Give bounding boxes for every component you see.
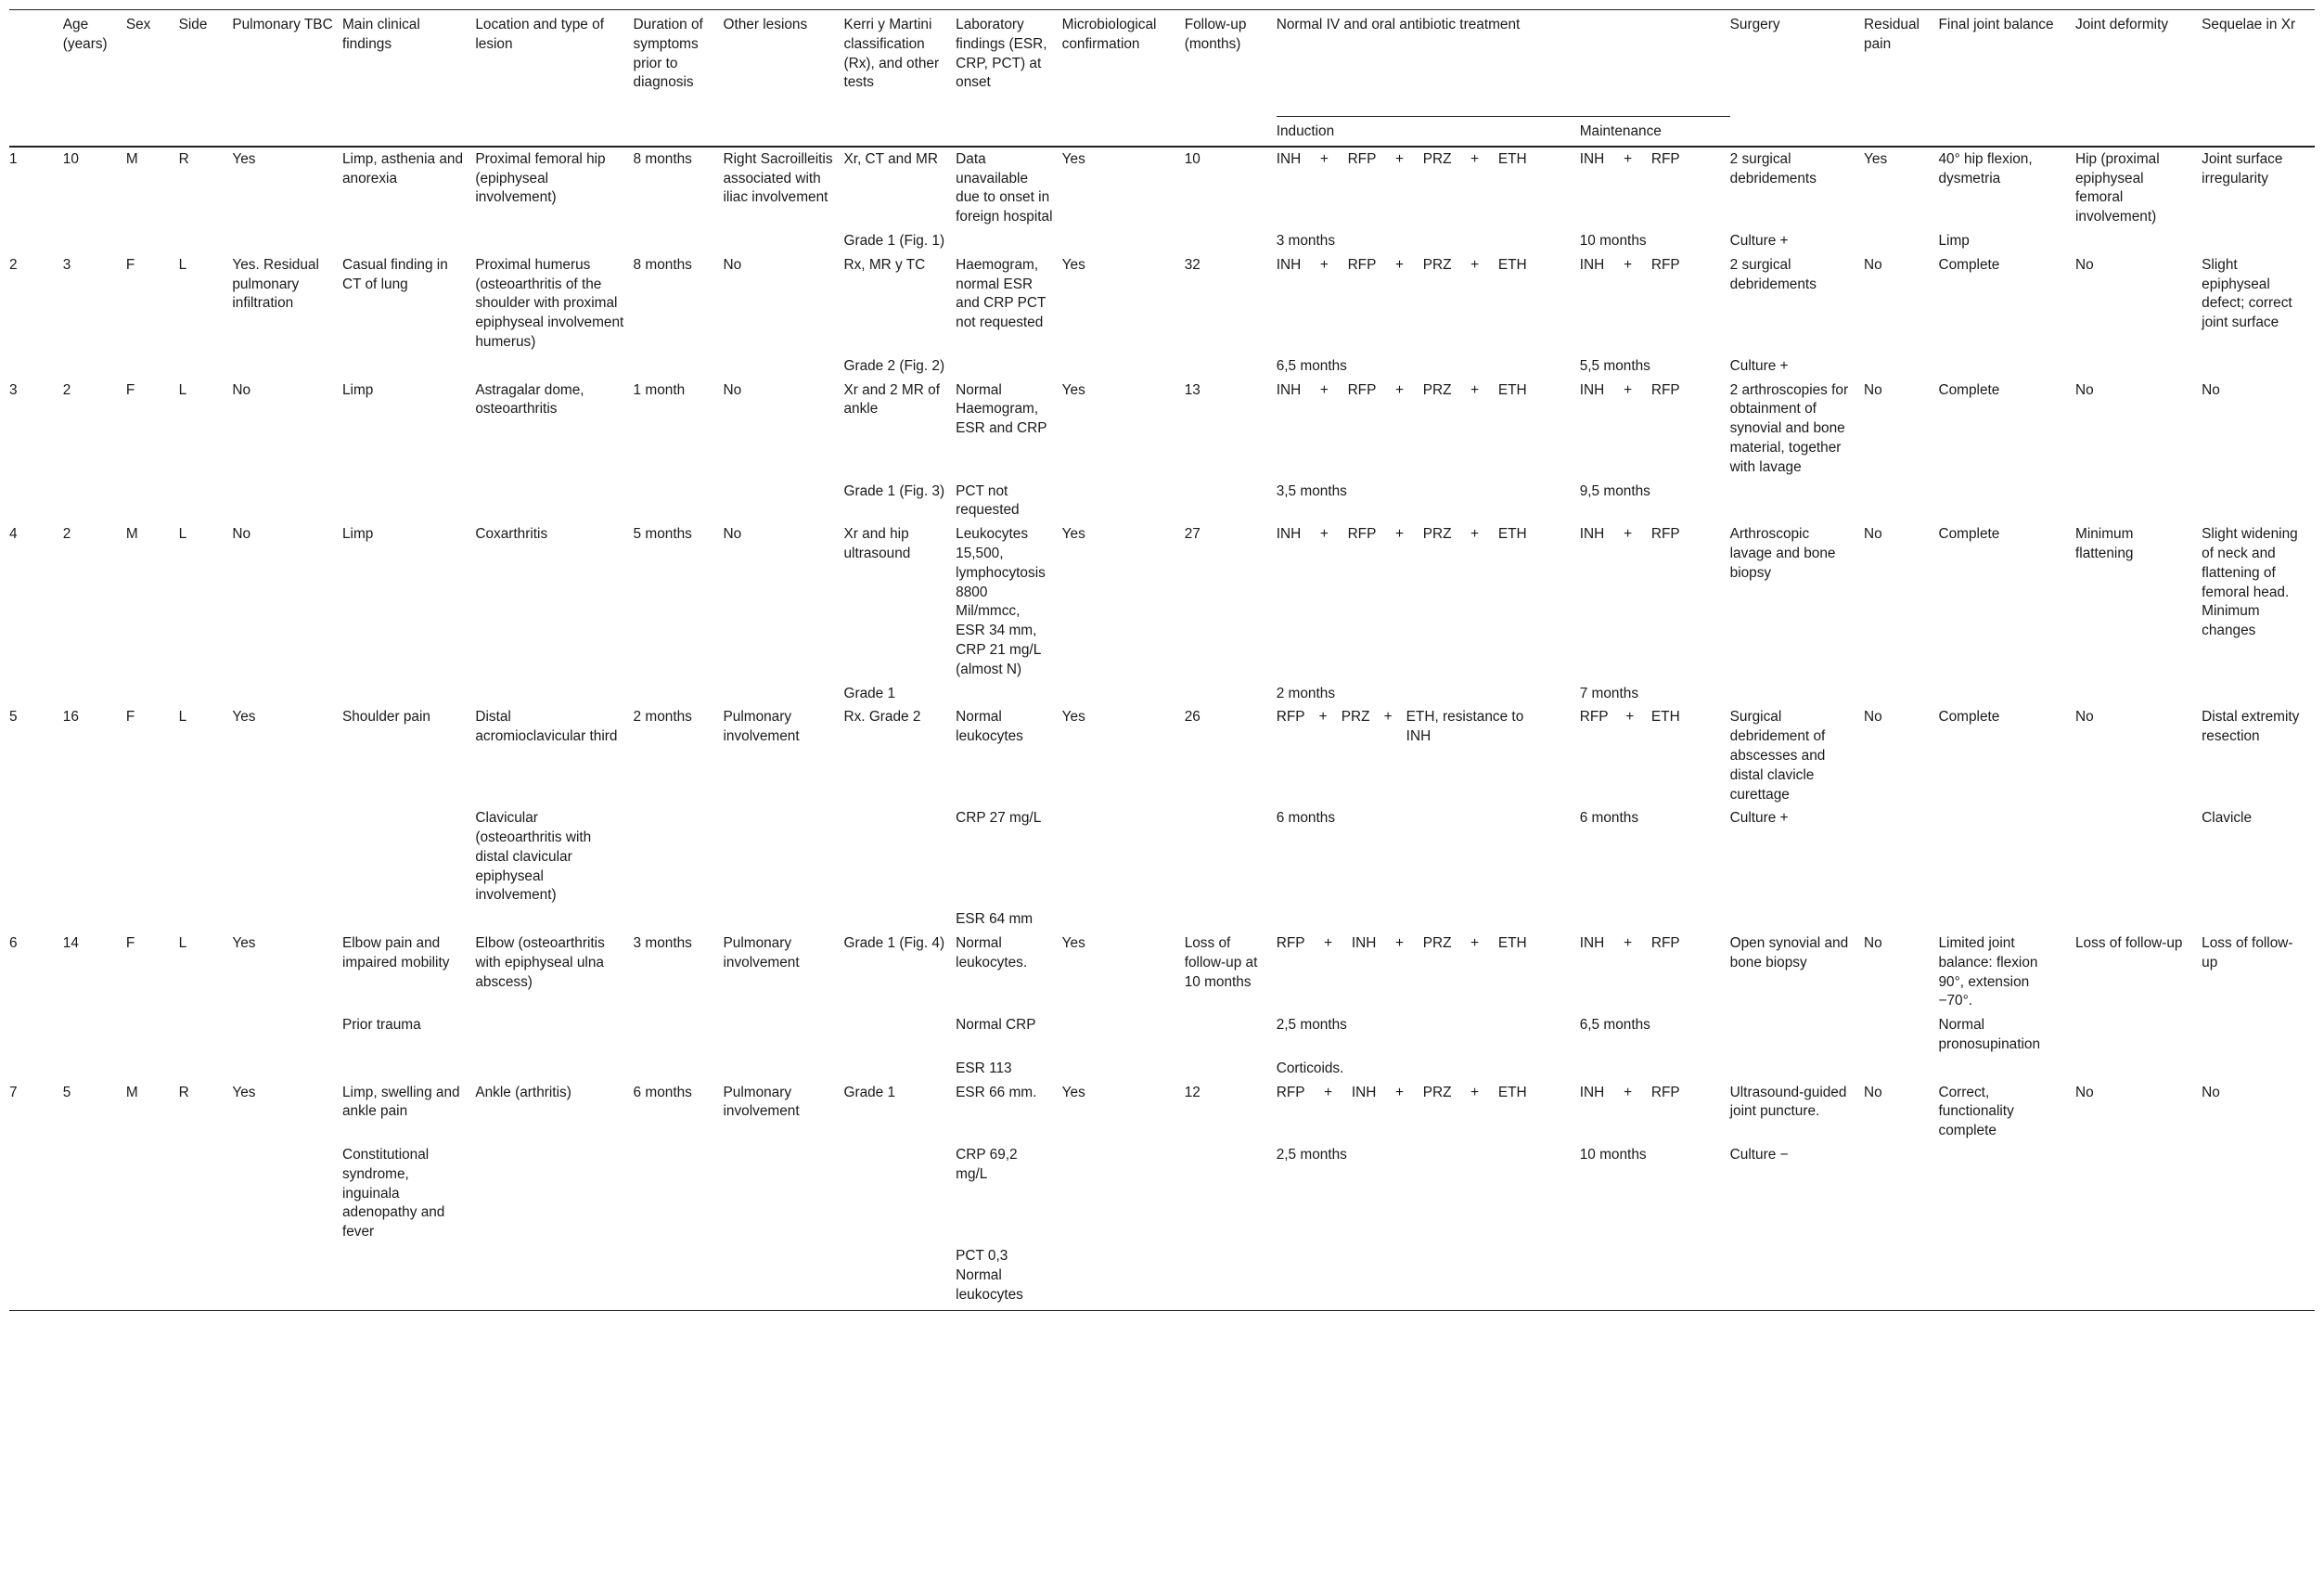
surgery-cell: 2 surgical debridements <box>1729 150 1817 186</box>
balance-cell: 40° hip flexion, dysmetria <box>1938 150 2033 186</box>
lab-note: PCT 0,3 Normal leukocytes <box>956 1244 1062 1311</box>
micro-cell: Yes <box>1061 935 1085 952</box>
header-side: Side <box>178 17 208 32</box>
lab-note: PCT not requested <box>956 482 1020 519</box>
deformity-cell: No <box>2075 381 2094 398</box>
other-lesions-cell: No <box>723 381 742 398</box>
drug-inh: INH <box>1276 150 1302 167</box>
table-row <box>9 1081 2315 1143</box>
plus-sign: + <box>1624 256 1633 273</box>
other-lesions-cell: Pulmonary involvement <box>723 935 800 970</box>
drug-prz: PRZ <box>1422 526 1452 543</box>
side-cell: R <box>178 1084 189 1100</box>
induction-regimen <box>1277 379 1580 480</box>
sex-cell: F <box>125 256 135 273</box>
kerri-cell: Xr and 2 MR of ankle <box>843 381 940 418</box>
table-row <box>9 522 2315 681</box>
other-lesions-cell: Pulmonary involvement <box>723 709 800 745</box>
duration-cell: 2 months <box>633 709 692 726</box>
deformity-cell: Hip (proximal epiphyseal femoral involvement) <box>2075 150 2160 225</box>
side-cell: L <box>178 935 187 952</box>
maintenance-duration: 10 months <box>1579 1147 1647 1163</box>
induction-note: Corticoids. <box>1276 1060 1344 1076</box>
drug-rfp: RFP <box>1347 381 1377 398</box>
lab-cell: ESR 66 mm. <box>956 1084 1037 1100</box>
plus-sign: + <box>1383 709 1393 726</box>
duration-cell: 3 months <box>633 935 692 952</box>
header-joint-deformity: Joint deformity <box>2075 17 2169 32</box>
sequelae-cell: Distal extremity resection <box>2202 709 2300 745</box>
kerri-cell: Rx, MR y TC <box>843 256 926 273</box>
kerri-cell: Xr, CT and MR <box>843 150 938 167</box>
table-row <box>9 480 2315 523</box>
surgery-cell: Open synovial and bone biopsy <box>1729 935 1849 970</box>
drug-rfp: RFP <box>1276 1084 1305 1100</box>
lab-note: CRP 69,2 mg/L <box>956 1147 1018 1182</box>
induction-regimen <box>1277 932 1580 1013</box>
plus-sign: + <box>1470 150 1480 167</box>
drug-prz: PRZ <box>1422 935 1452 952</box>
duration-cell: 6 months <box>633 1084 692 1100</box>
table-row <box>9 932 2315 1013</box>
induction-regimen <box>1277 147 1580 229</box>
plus-sign: + <box>1319 381 1329 398</box>
side-cell: L <box>178 256 187 273</box>
header-other-lesions: Other lesions <box>723 17 808 32</box>
case-number: 4 <box>9 526 18 543</box>
table-row <box>9 705 2315 806</box>
table-row <box>9 253 2315 354</box>
drug-eth: ETH <box>1497 381 1527 398</box>
micro-cell: Yes <box>1061 256 1085 273</box>
sex-cell: M <box>125 1084 138 1100</box>
drug-eth: ETH <box>1497 935 1527 952</box>
plus-sign: + <box>1318 709 1328 726</box>
drug-eth: ETH <box>1497 1084 1527 1100</box>
plus-sign: + <box>1470 526 1480 543</box>
follow-up-cell: 27 <box>1184 526 1201 543</box>
pain-cell: No <box>1864 256 1882 273</box>
deformity-cell: Loss of follow-up <box>2075 935 2183 952</box>
tbc-cell: Yes <box>232 1084 256 1100</box>
drug-inh: INH <box>1351 1084 1377 1100</box>
drug-rfp: RFP <box>1347 526 1377 543</box>
sex-cell: F <box>125 381 135 398</box>
other-lesions-cell: No <box>723 526 742 543</box>
case-number: 6 <box>9 935 18 952</box>
drug-inh: INH <box>1276 256 1302 273</box>
duration-cell: 8 months <box>633 150 692 167</box>
surgery-culture: Culture + <box>1729 810 1789 827</box>
maintenance-regimen <box>1580 147 1730 229</box>
findings-cell: Limp <box>341 381 374 398</box>
surgery-cell: Arthroscopic lavage and bone biopsy <box>1729 526 1836 581</box>
header-surgery: Surgery <box>1729 17 1780 32</box>
sequelae-cell: Loss of follow-up <box>2202 935 2293 970</box>
tbc-cell: No <box>232 381 251 398</box>
balance-note: Limp <box>1938 232 1970 249</box>
plus-sign: + <box>1625 709 1635 726</box>
table-row <box>9 1143 2315 1244</box>
case-number: 1 <box>9 150 18 167</box>
side-cell: L <box>178 381 187 398</box>
location-cell: Elbow (osteoarthritis with epiphyseal ulna abscess) <box>475 935 605 990</box>
lab-cell: Haemogram, normal ESR and CRP PCT not requested <box>956 256 1046 331</box>
case-number: 2 <box>9 256 18 273</box>
kerri-grade-cell: Grade 1 (Fig. 1) <box>843 232 945 249</box>
maintenance-duration: 6 months <box>1579 810 1639 827</box>
drug-eth: ETH <box>1650 709 1680 726</box>
induction-duration: 6,5 months <box>1276 357 1347 374</box>
plus-sign: + <box>1470 256 1480 273</box>
tbc-cell: No <box>232 526 251 543</box>
sequelae-cell: Joint surface irregularity <box>2202 150 2283 186</box>
lab-cell: Data unavailable due to onset in foreign hospital <box>956 150 1053 225</box>
kerri-cell: Grade 1 (Fig. 4) <box>843 935 945 952</box>
plus-sign: + <box>1324 1084 1333 1100</box>
age-cell: 3 <box>62 256 71 273</box>
plus-sign: + <box>1624 1084 1633 1100</box>
drug-prz: PRZ <box>1422 381 1452 398</box>
sequelae-cell: No <box>2202 1084 2220 1100</box>
sex-cell: F <box>125 709 135 726</box>
location-detail: Clavicular (osteoarthritis with distal clavicular epiphyseal involvement) <box>475 810 592 904</box>
header-number <box>9 10 63 147</box>
drug-inh: INH <box>1579 381 1605 398</box>
location-cell: Distal acromioclavicular third <box>475 709 618 745</box>
header-joint-balance: Final joint balance <box>1938 17 2054 32</box>
header-location: Location and type of lesion <box>475 17 604 52</box>
other-lesions-cell: Pulmonary involvement <box>723 1084 800 1120</box>
table-row <box>9 907 2315 932</box>
sex-cell: M <box>125 150 138 167</box>
plus-sign: + <box>1624 381 1633 398</box>
drug-rfp: RFP <box>1347 256 1377 273</box>
drug-eth: ETH <box>1497 150 1527 167</box>
maintenance-regimen <box>1580 1081 1730 1143</box>
plus-sign: + <box>1395 150 1405 167</box>
micro-cell: Yes <box>1061 709 1085 726</box>
induction-duration: 2,5 months <box>1276 1017 1347 1034</box>
table-row <box>9 806 2315 907</box>
kerri-grade-cell: Grade 1 <box>843 685 896 701</box>
pain-cell: No <box>1864 1084 1882 1100</box>
plus-sign: + <box>1395 1084 1405 1100</box>
header-sex: Sex <box>125 17 151 32</box>
pain-cell: No <box>1864 935 1882 952</box>
other-lesions-cell: Right Sacroilleitis associated with iliac involvement <box>723 150 833 206</box>
header-age: Age (years) <box>62 17 108 52</box>
table-row <box>9 354 2315 379</box>
location-cell: Ankle (arthritis) <box>475 1084 571 1100</box>
drug-rfp: RFP <box>1579 709 1609 726</box>
lab-cell: Normal Haemogram, ESR and CRP <box>956 381 1047 437</box>
micro-cell: Yes <box>1061 1084 1085 1100</box>
duration-cell: 5 months <box>633 526 692 543</box>
drug-eth: ETH <box>1497 526 1527 543</box>
findings-cell: Casual finding in CT of lung <box>341 256 448 292</box>
kerri-grade-cell: Grade 2 (Fig. 2) <box>843 357 945 374</box>
induction-regimen <box>1277 253 1580 354</box>
kerri-cell: Grade 1 <box>843 1084 896 1100</box>
lab-note: ESR 113 <box>956 1060 1012 1076</box>
table-row <box>9 147 2315 229</box>
drug-eth: ETH <box>1497 256 1527 273</box>
other-lesions-cell: No <box>723 256 742 273</box>
drug-prz: PRZ <box>1341 709 1370 726</box>
table-row <box>9 682 2315 706</box>
maintenance-regimen <box>1580 705 1730 806</box>
location-cell: Coxarthritis <box>475 526 548 543</box>
maintenance-duration: 5,5 months <box>1579 357 1650 374</box>
maintenance-regimen <box>1580 379 1730 480</box>
induction-duration: 3,5 months <box>1276 482 1347 499</box>
drug-rfp: RFP <box>1650 256 1680 273</box>
location-cell: Proximal femoral hip (epiphyseal involvement) <box>475 150 606 206</box>
header-lab-findings: Laboratory findings (ESR, CRP, PCT) at onset <box>956 17 1047 91</box>
drug-inh: INH <box>1276 381 1302 398</box>
lab-cell: Normal leukocytes. <box>956 935 1028 970</box>
side-cell: L <box>178 709 187 726</box>
case-number: 7 <box>9 1084 18 1100</box>
lab-note: Normal CRP <box>956 1017 1036 1034</box>
drug-inh: INH <box>1351 935 1377 952</box>
maintenance-duration: 10 months <box>1579 232 1647 249</box>
plus-sign: + <box>1624 526 1633 543</box>
sex-cell: F <box>125 935 135 952</box>
induction-duration: 2 months <box>1276 685 1336 701</box>
lab-note: ESR 64 mm <box>956 911 1034 928</box>
table-body <box>9 147 2315 1311</box>
induction-note: ETH, resistance to INH <box>1406 709 1524 745</box>
header-maintenance: Maintenance <box>1580 117 1730 147</box>
maintenance-duration: 9,5 months <box>1579 482 1650 499</box>
induction-regimen <box>1277 705 1580 806</box>
header-treatment: Normal IV and oral antibiotic treatment <box>1276 17 1521 32</box>
deformity-cell: No <box>2075 1084 2094 1100</box>
balance-cell: Complete <box>1938 381 2000 398</box>
plus-sign: + <box>1624 935 1633 952</box>
follow-up-cell: 26 <box>1184 709 1201 726</box>
balance-cell: Complete <box>1938 526 2000 543</box>
drug-inh: INH <box>1579 526 1605 543</box>
sequelae-cell: Slight widening of neck and flattening of femoral head. Minimum changes <box>2202 526 2298 639</box>
kerri-cell: Rx. Grade 2 <box>843 709 921 726</box>
sequelae-cell: No <box>2202 381 2220 398</box>
table-row <box>9 1013 2315 1057</box>
plus-sign: + <box>1395 256 1405 273</box>
age-cell: 10 <box>62 150 79 167</box>
plus-sign: + <box>1319 256 1329 273</box>
lab-cell: Leukocytes 15,500, lymphocytosis 8800 Mil/mmcc, ESR 34 mm, CRP 21 mg/L (almost N) <box>956 526 1046 677</box>
age-cell: 5 <box>62 1084 71 1100</box>
follow-up-cell: 13 <box>1184 381 1201 398</box>
deformity-cell: No <box>2075 256 2094 273</box>
drug-inh: INH <box>1579 150 1605 167</box>
pain-cell: No <box>1864 526 1882 543</box>
table-row <box>9 1057 2315 1081</box>
induction-duration: 3 months <box>1276 232 1336 249</box>
tbc-cell: Yes <box>232 150 256 167</box>
drug-inh: INH <box>1579 256 1605 273</box>
follow-up-cell: 12 <box>1184 1084 1201 1100</box>
surgery-cell: 2 surgical debridements <box>1729 256 1817 292</box>
findings-cell: Limp, asthenia and anorexia <box>341 150 464 186</box>
table-row <box>9 379 2315 480</box>
surgery-cell: 2 arthroscopies for obtainment of synovial and bone material, together with lavage <box>1729 381 1849 475</box>
drug-inh: INH <box>1579 935 1605 952</box>
duration-cell: 8 months <box>633 256 692 273</box>
age-cell: 14 <box>62 935 79 952</box>
findings-note: Constitutional syndrome, inguinala adenopathy and fever <box>341 1147 445 1240</box>
sequelae-cell: Slight epiphyseal defect; correct joint surface <box>2202 256 2292 331</box>
maintenance-regimen <box>1580 932 1730 1013</box>
drug-rfp: RFP <box>1650 935 1680 952</box>
plus-sign: + <box>1470 935 1480 952</box>
deformity-cell: No <box>2075 709 2094 726</box>
drug-prz: PRZ <box>1422 150 1452 167</box>
clinical-cases-table <box>9 9 2315 1311</box>
plus-sign: + <box>1395 526 1405 543</box>
findings-cell: Elbow pain and impaired mobility <box>341 935 450 970</box>
induction-regimen <box>1277 1081 1580 1143</box>
plus-sign: + <box>1324 935 1333 952</box>
surgery-culture: Culture + <box>1729 357 1789 374</box>
maintenance-regimen <box>1580 253 1730 354</box>
findings-cell: Limp, swelling and ankle pain <box>341 1084 460 1120</box>
surgery-cell: Ultrasound-guided joint puncture. <box>1729 1084 1847 1120</box>
drug-rfp: RFP <box>1276 709 1305 726</box>
side-cell: L <box>178 526 187 543</box>
induction-duration: 6 months <box>1276 810 1336 827</box>
table-row <box>9 1244 2315 1311</box>
header-clinical-findings: Main clinical findings <box>341 17 420 52</box>
header-kerri-classification: Kerri y Martini classification (Rx), and other tests <box>843 17 940 91</box>
sex-cell: M <box>125 526 138 543</box>
header-sequelae: Sequelae in Xr <box>2202 17 2296 32</box>
micro-cell: Yes <box>1061 150 1085 167</box>
surgery-culture: Culture − <box>1729 1147 1789 1163</box>
header-microbiological: Microbiological confirmation <box>1061 17 1157 52</box>
drug-prz: PRZ <box>1422 1084 1452 1100</box>
duration-cell: 1 month <box>633 381 686 398</box>
kerri-cell: Xr and hip ultrasound <box>843 526 911 561</box>
tbc-cell: Yes <box>232 709 256 726</box>
findings-cell: Shoulder pain <box>341 709 430 726</box>
drug-rfp: RFP <box>1650 381 1680 398</box>
plus-sign: + <box>1319 526 1329 543</box>
clinical-table-container <box>9 9 2315 1311</box>
sequelae-note: Clavicle <box>2202 810 2253 827</box>
follow-up-cell: 10 <box>1184 150 1201 167</box>
plus-sign: + <box>1395 381 1405 398</box>
pain-cell: No <box>1864 709 1882 726</box>
balance-cell: Complete <box>1938 256 2000 273</box>
location-cell: Astragalar dome, osteoarthritis <box>475 381 584 418</box>
micro-cell: Yes <box>1061 381 1085 398</box>
drug-inh: INH <box>1276 526 1302 543</box>
drug-rfp: RFP <box>1650 526 1680 543</box>
pain-cell: No <box>1864 381 1882 398</box>
age-cell: 16 <box>62 709 79 726</box>
header-duration: Duration of symptoms prior to diagnosis <box>633 17 703 91</box>
micro-cell: Yes <box>1061 526 1085 543</box>
follow-up-cell: 32 <box>1184 256 1201 273</box>
surgery-cell: Surgical debridement of abscesses and distal clavicle curettage <box>1729 709 1826 803</box>
maintenance-duration: 7 months <box>1579 685 1639 701</box>
plus-sign: + <box>1470 1084 1480 1100</box>
plus-sign: + <box>1395 935 1405 952</box>
case-number: 5 <box>9 709 18 726</box>
deformity-cell: Minimum flattening <box>2075 526 2134 561</box>
table-row <box>9 229 2315 253</box>
drug-rfp: RFP <box>1650 1084 1680 1100</box>
lab-note: CRP 27 mg/L <box>956 810 1042 827</box>
tbc-cell: Yes. Residual pulmonary infiltration <box>232 256 319 312</box>
header-follow-up: Follow-up (months) <box>1184 17 1247 52</box>
age-cell: 2 <box>62 381 71 398</box>
drug-rfp: RFP <box>1650 150 1680 167</box>
balance-note: Normal pronosupination <box>1938 1017 2041 1053</box>
case-number: 3 <box>9 381 18 398</box>
kerri-grade-cell: Grade 1 (Fig. 3) <box>843 482 945 499</box>
induction-duration: 2,5 months <box>1276 1147 1347 1163</box>
drug-inh: INH <box>1579 1084 1605 1100</box>
plus-sign: + <box>1319 150 1329 167</box>
table-header <box>9 10 2315 147</box>
plus-sign: + <box>1624 150 1633 167</box>
pain-cell: Yes <box>1864 150 1888 167</box>
header-induction: Induction <box>1277 117 1580 147</box>
balance-cell: Correct, functionality complete <box>1938 1084 2014 1139</box>
follow-up-cell: Loss of follow-up at 10 months <box>1184 935 1258 990</box>
surgery-culture: Culture + <box>1729 232 1789 249</box>
findings-note: Prior trauma <box>341 1017 421 1034</box>
location-cell: Proximal humerus (osteoarthritis of the shoulder with proximal epiphyseal involvement humerus) <box>475 256 624 350</box>
findings-cell: Limp <box>341 526 374 543</box>
header-residual-pain: Residual pain <box>1864 17 1920 52</box>
age-cell: 2 <box>62 526 71 543</box>
balance-cell: Limited joint balance: flexion 90°, extension −70°. <box>1938 935 2038 1009</box>
induction-regimen <box>1277 522 1580 681</box>
header-pulmonary-tbc: Pulmonary TBC <box>232 17 333 32</box>
balance-cell: Complete <box>1938 709 2000 726</box>
drug-rfp: RFP <box>1347 150 1377 167</box>
tbc-cell: Yes <box>232 935 256 952</box>
side-cell: R <box>178 150 189 167</box>
maintenance-regimen <box>1580 522 1730 681</box>
maintenance-duration: 6,5 months <box>1579 1017 1650 1034</box>
drug-prz: PRZ <box>1422 256 1452 273</box>
lab-cell: Normal leukocytes <box>956 709 1023 745</box>
drug-rfp: RFP <box>1276 935 1305 952</box>
plus-sign: + <box>1470 381 1480 398</box>
